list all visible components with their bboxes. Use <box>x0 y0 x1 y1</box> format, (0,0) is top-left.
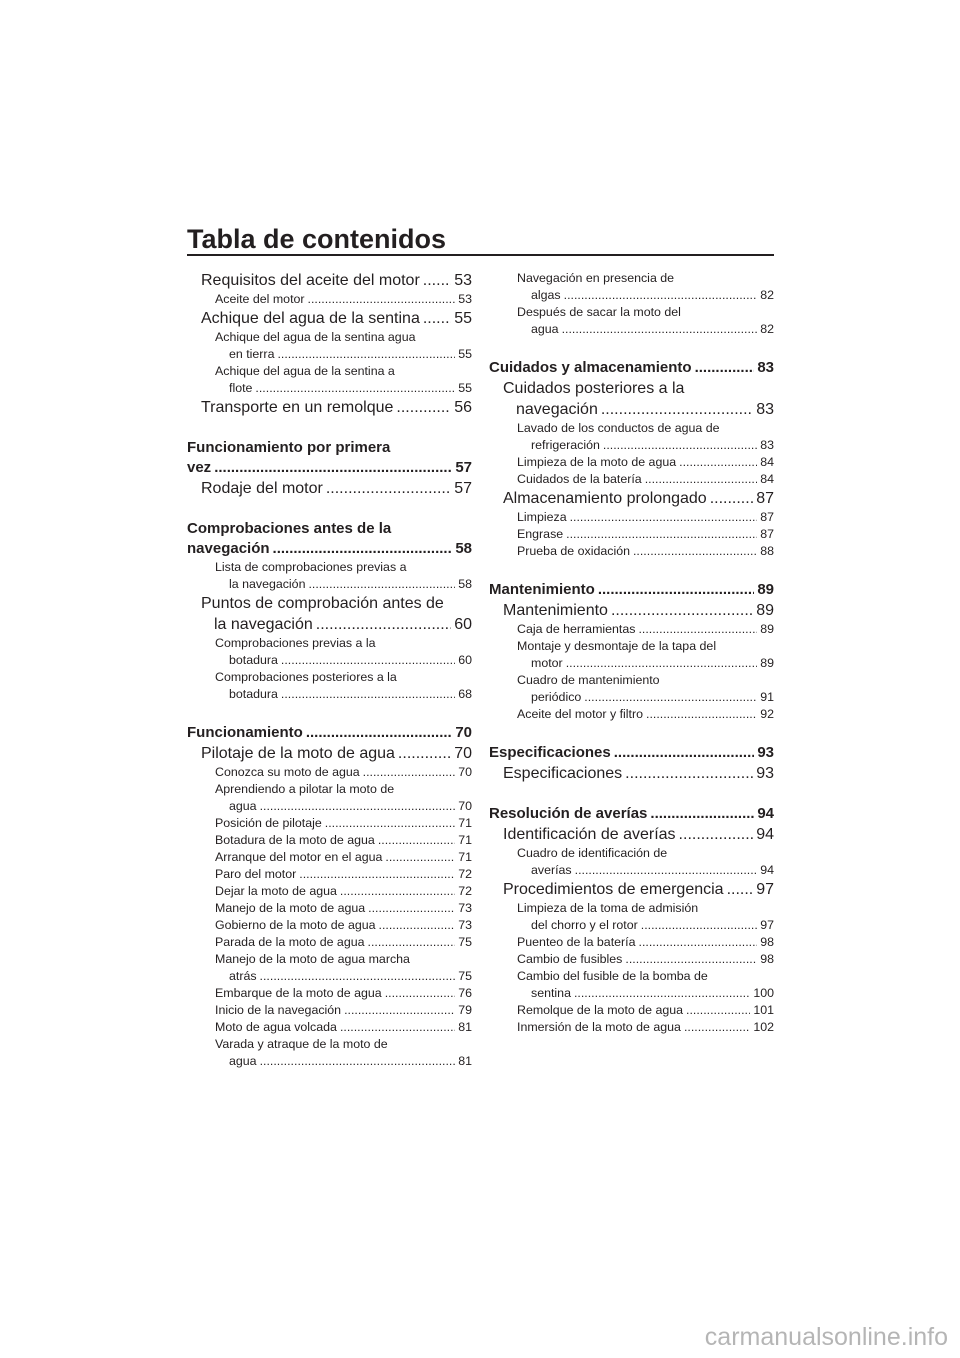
dot-leader <box>396 397 451 418</box>
dot-leader <box>385 849 455 866</box>
toc-page-number: 53 <box>454 272 472 289</box>
toc-page-number: 79 <box>458 1003 472 1017</box>
dot-leader <box>564 287 758 304</box>
toc-entry-title: Prueba de oxidación <box>517 544 630 558</box>
dot-leader <box>368 900 455 917</box>
toc-item[interactable] <box>489 621 774 638</box>
toc-entry-title: Cuidados de la batería <box>517 472 642 486</box>
dot-leader <box>646 706 757 723</box>
toc-entry-title: Cuidados y almacenamiento <box>489 359 692 376</box>
toc-entry-title: Aceite del motor y filtro <box>517 707 644 721</box>
toc-page-number: 89 <box>756 602 774 619</box>
dot-leader <box>316 614 451 635</box>
toc-page-number: 57 <box>454 480 472 497</box>
toc-item[interactable] <box>489 304 774 338</box>
dot-leader <box>260 968 456 985</box>
toc-page-number: 58 <box>458 577 472 591</box>
toc-page-number: 53 <box>458 292 472 306</box>
toc-item[interactable] <box>489 900 774 934</box>
toc-entry-title: Funcionamiento <box>187 724 303 741</box>
toc-item[interactable] <box>187 849 472 866</box>
toc-page-number: 84 <box>760 472 774 486</box>
toc-entry-title: Manejo de la moto de agua <box>215 901 366 915</box>
toc-entry-title: sentina <box>531 986 571 1000</box>
toc-page-number: 89 <box>760 656 774 670</box>
toc-item[interactable] <box>187 781 472 815</box>
toc-item[interactable] <box>489 845 774 879</box>
toc-subsection[interactable] <box>489 600 774 621</box>
toc-section[interactable] <box>187 519 472 559</box>
toc-entry-title: botadura <box>229 687 278 701</box>
toc-page-number: 89 <box>757 581 774 598</box>
dot-leader <box>584 689 757 706</box>
toc-item[interactable] <box>187 883 472 900</box>
toc-entry-title: Achique del agua de la sentina <box>201 310 420 327</box>
toc-entry-title: Aceite del motor <box>215 292 305 306</box>
toc-item[interactable] <box>187 985 472 1002</box>
toc-entry-title-line: Comprobaciones previas a la <box>215 636 376 650</box>
toc-page-number: 81 <box>458 1020 472 1034</box>
toc-page-number: 87 <box>756 490 774 507</box>
toc-entry-title: flote <box>229 381 253 395</box>
toc-entry-title: vez <box>187 459 212 476</box>
toc-item[interactable] <box>489 638 774 672</box>
toc-entry-title-line: Manejo de la moto de agua marcha <box>215 952 410 966</box>
toc-entry-title: Inicio de la navegación <box>215 1003 342 1017</box>
toc-item[interactable] <box>187 635 472 669</box>
dot-leader <box>398 743 451 764</box>
toc-page-number: 94 <box>757 805 774 822</box>
toc-subsection[interactable] <box>489 378 774 420</box>
dot-leader <box>686 1002 750 1019</box>
toc-entry-title: Limpieza de la moto de agua <box>517 455 677 469</box>
toc-item[interactable] <box>187 815 472 832</box>
toc-page-number: 75 <box>458 969 472 983</box>
toc-entry-title: agua <box>229 799 257 813</box>
toc-subsection[interactable] <box>187 308 472 329</box>
toc-page-number: 55 <box>454 310 472 327</box>
toc-page-number: 68 <box>458 687 472 701</box>
toc-entry-title-line: Cuidados posteriores a la <box>503 380 685 397</box>
toc-item[interactable] <box>489 471 774 488</box>
toc-page-number: 83 <box>756 401 774 418</box>
toc-entry-title: del chorro y el rotor <box>531 918 638 932</box>
toc-entry-title-line: Lista de comprobaciones previas a <box>215 560 407 574</box>
toc-item[interactable] <box>187 669 472 703</box>
toc-page-number: 58 <box>455 540 472 557</box>
toc-page-number: 55 <box>458 347 472 361</box>
dot-leader <box>625 763 753 784</box>
toc-section[interactable] <box>187 438 472 478</box>
toc-entry-title: la navegación <box>229 577 306 591</box>
dot-leader <box>260 798 456 815</box>
toc-page-number: 82 <box>760 288 774 302</box>
toc-page-number: 81 <box>458 1054 472 1068</box>
toc-entry-title: agua <box>229 1054 257 1068</box>
dot-leader <box>344 1002 455 1019</box>
toc-page-number: 70 <box>458 765 472 779</box>
toc-entry-title: la navegación <box>214 616 313 633</box>
toc-column-right <box>489 270 774 1036</box>
dot-leader <box>306 723 452 743</box>
toc-item[interactable] <box>489 968 774 1002</box>
toc-entry-title: Identificación de averías <box>503 826 676 843</box>
toc-entry-title-line: Montaje y desmontaje de la tapa del <box>517 639 717 653</box>
toc-entry-title: motor <box>531 656 563 670</box>
toc-page-number: 94 <box>760 863 774 877</box>
dot-leader <box>340 883 455 900</box>
toc-subsection[interactable] <box>489 763 774 784</box>
toc-entry-title: navegación <box>187 540 270 557</box>
toc-page-number: 84 <box>760 455 774 469</box>
toc-item[interactable] <box>489 270 774 304</box>
toc-entry-title-line: Cambio del fusible de la bomba de <box>517 969 708 983</box>
toc-page-number: 70 <box>455 724 472 741</box>
toc-entry-title: agua <box>531 322 559 336</box>
toc-item[interactable] <box>187 832 472 849</box>
toc-entry-title-line: Varada y atraque de la moto de <box>215 1037 388 1051</box>
toc-subsection[interactable] <box>187 478 472 499</box>
toc-entry-title: Conozca su moto de agua <box>215 765 360 779</box>
toc-item[interactable] <box>489 1019 774 1036</box>
toc-entry-title: Dejar la moto de agua <box>215 884 337 898</box>
toc-entry-title-line: Después de sacar la moto del <box>517 305 681 319</box>
toc-entry-title-line: Limpieza de la toma de admisión <box>517 901 699 915</box>
toc-page-number: 97 <box>756 881 774 898</box>
toc-entry-title: Moto de agua volcada <box>215 1020 337 1034</box>
toc-item[interactable] <box>187 951 472 985</box>
toc-entry-title: Embarque de la moto de agua <box>215 986 382 1000</box>
dot-leader <box>566 655 758 672</box>
toc-subsection[interactable] <box>489 824 774 845</box>
page-title: Tabla de contenidos <box>187 224 447 254</box>
toc-column-left <box>187 270 472 1070</box>
toc-page-number: 83 <box>760 438 774 452</box>
toc-subsection[interactable] <box>489 488 774 509</box>
dot-leader <box>281 652 455 669</box>
dot-leader <box>566 526 757 543</box>
toc-entry-title: Limpieza <box>517 510 567 524</box>
toc-entry-title-line: Navegación en presencia de <box>517 271 675 285</box>
toc-item[interactable] <box>489 1002 774 1019</box>
toc-section[interactable] <box>489 580 774 600</box>
toc-subsection[interactable] <box>187 397 472 418</box>
toc-page-number: 73 <box>458 901 472 915</box>
toc-item[interactable] <box>489 509 774 526</box>
toc-item[interactable] <box>187 1002 472 1019</box>
toc-item[interactable] <box>187 1036 472 1070</box>
dot-leader <box>379 917 456 934</box>
toc-entry-title: Parada de la moto de agua <box>215 935 365 949</box>
toc-entry-title: en tierra <box>229 347 275 361</box>
dot-leader <box>368 934 456 951</box>
toc-entry-title-line: Cuadro de identificación de <box>517 846 668 860</box>
toc-page-number: 60 <box>454 616 472 633</box>
toc-entry-title: Almacenamiento prolongado <box>503 490 707 507</box>
toc-item[interactable] <box>187 363 472 397</box>
dot-leader <box>260 1053 456 1070</box>
toc-entry-title-line: Comprobaciones posteriores a la <box>215 670 397 684</box>
toc-subsection[interactable] <box>489 879 774 900</box>
dot-leader <box>575 862 758 879</box>
toc-entry-title: Posición de pilotaje <box>215 816 322 830</box>
toc-entry-title: Arranque del motor en el agua <box>215 850 383 864</box>
dot-leader <box>363 764 456 781</box>
toc-entry-title: botadura <box>229 653 278 667</box>
toc-entry-title: refrigeración <box>531 438 600 452</box>
toc-entry-title-line: Aprendiendo a pilotar la moto de <box>215 782 395 796</box>
toc-page-number: 94 <box>756 826 774 843</box>
toc-entry-title: Requisitos del aceite del motor <box>201 272 420 289</box>
toc-item[interactable] <box>489 951 774 968</box>
toc-entry-title: Paro del motor <box>215 867 297 881</box>
toc-page-number: 73 <box>458 918 472 932</box>
toc-page-number: 93 <box>757 744 774 761</box>
dot-leader <box>679 824 754 845</box>
toc-subsection[interactable] <box>187 743 472 764</box>
dot-leader <box>679 454 757 471</box>
dot-leader <box>378 832 455 849</box>
dot-leader <box>639 934 758 951</box>
toc-page-number: 71 <box>458 833 472 847</box>
toc-entry-title: Pilotaje de la moto de agua <box>201 745 395 762</box>
dot-leader <box>641 917 757 934</box>
dot-leader <box>710 488 754 509</box>
dot-leader <box>423 308 451 329</box>
toc-item[interactable] <box>489 706 774 723</box>
toc-page-number: 76 <box>458 986 472 1000</box>
dot-leader <box>326 478 451 499</box>
toc-item[interactable] <box>489 420 774 454</box>
toc-entry-title: Puenteo de la batería <box>517 935 636 949</box>
dot-leader <box>598 580 754 600</box>
dot-leader <box>273 539 453 559</box>
dot-leader <box>638 621 757 638</box>
toc-entry-title-line: Lavado de los conductos de agua de <box>517 421 720 435</box>
toc-item[interactable] <box>187 934 472 951</box>
toc-entry-title: Remolque de la moto de agua <box>517 1003 684 1017</box>
dot-leader <box>645 471 758 488</box>
toc-entry-title: Cambio de fusibles <box>517 952 623 966</box>
dot-leader <box>574 985 750 1002</box>
toc-item[interactable] <box>187 329 472 363</box>
toc-subsection[interactable] <box>187 593 472 635</box>
toc-page-number: 92 <box>760 707 774 721</box>
toc-page-number: 87 <box>760 510 774 524</box>
toc-entry-title-line: Puntos de comprobación antes de <box>201 595 444 612</box>
toc-page-number: 87 <box>760 527 774 541</box>
dot-leader <box>601 399 753 420</box>
toc-entry-title: Gobierno de la moto de agua <box>215 918 376 932</box>
toc-entry-title: Transporte en un remolque <box>201 399 394 416</box>
toc-section[interactable] <box>187 723 472 743</box>
dot-leader <box>214 458 452 478</box>
toc-page-number: 97 <box>760 918 774 932</box>
toc-page-number: 75 <box>458 935 472 949</box>
dot-leader <box>277 346 455 363</box>
toc-page-number: 55 <box>458 381 472 395</box>
dot-leader <box>727 879 754 900</box>
toc-entry-title: Mantenimiento <box>503 602 608 619</box>
toc-item[interactable] <box>187 900 472 917</box>
toc-item[interactable] <box>489 526 774 543</box>
toc-entry-title: Especificaciones <box>489 744 611 761</box>
toc-page-number: 70 <box>458 799 472 813</box>
toc-entry-title: Inmersión de la moto de agua <box>517 1020 681 1034</box>
toc-page-number: 56 <box>454 399 472 416</box>
dot-leader <box>255 380 455 397</box>
toc-entry-title: Rodaje del motor <box>201 480 323 497</box>
toc-entry-title-line: Achique del agua de la sentina a <box>215 364 395 378</box>
toc-item[interactable] <box>489 543 774 560</box>
toc-item[interactable] <box>187 764 472 781</box>
title-rule <box>187 254 774 256</box>
dot-leader <box>385 985 456 1002</box>
dot-leader <box>308 576 455 593</box>
dot-leader <box>614 743 755 763</box>
toc-entry-title: atrás <box>229 969 257 983</box>
toc-entry-title: Procedimientos de emergencia <box>503 881 724 898</box>
toc-page-number: 98 <box>760 935 774 949</box>
toc-entry-title: Caja de herramientas <box>517 622 636 636</box>
toc-page-number: 82 <box>760 322 774 336</box>
toc-item[interactable] <box>187 559 472 593</box>
toc-subsection[interactable] <box>187 270 472 291</box>
toc-page-number: 57 <box>455 459 472 476</box>
dot-leader <box>299 866 455 883</box>
toc-section[interactable] <box>489 804 774 824</box>
watermark: carmanualsonline.info <box>704 1323 948 1351</box>
toc-entry-title: Resolución de averías <box>489 805 648 822</box>
toc-entry-title-line: Achique del agua de la sentina agua <box>215 330 416 344</box>
toc-page-number: 71 <box>458 816 472 830</box>
dot-leader <box>281 686 455 703</box>
toc-page-number: 93 <box>756 765 774 782</box>
toc-item[interactable] <box>489 454 774 471</box>
toc-page-number: 98 <box>760 952 774 966</box>
toc-entry-title: Botadura de la moto de agua <box>215 833 375 847</box>
dot-leader <box>562 321 758 338</box>
toc-entry-title-line: Comprobaciones antes de la <box>187 520 392 537</box>
toc-page-number: 88 <box>760 544 774 558</box>
dot-leader <box>423 270 451 291</box>
toc-entry-title: averías <box>531 863 572 877</box>
toc-page-number: 91 <box>760 690 774 704</box>
toc-entry-title-line: Cuadro de mantenimiento <box>517 673 660 687</box>
toc-entry-title-line: Funcionamiento por primera <box>187 439 391 456</box>
dot-leader <box>308 291 456 308</box>
toc-page-number: 60 <box>458 653 472 667</box>
dot-leader <box>603 437 757 454</box>
toc-page-number: 72 <box>458 867 472 881</box>
toc-item[interactable] <box>489 934 774 951</box>
toc-section[interactable] <box>489 358 774 378</box>
toc-page-number: 100 <box>753 986 774 1000</box>
dot-leader <box>633 543 757 560</box>
toc-entry-title: navegación <box>516 401 598 418</box>
toc-item[interactable] <box>187 917 472 934</box>
toc-section[interactable] <box>489 743 774 763</box>
toc-entry-title: Especificaciones <box>503 765 623 782</box>
toc-entry-title: Engrase <box>517 527 564 541</box>
dot-leader <box>650 804 754 824</box>
toc-item[interactable] <box>187 1019 472 1036</box>
toc-page-number: 71 <box>458 850 472 864</box>
toc-page-number: 70 <box>454 745 472 762</box>
toc-page-number: 102 <box>753 1020 774 1034</box>
toc-item[interactable] <box>489 672 774 706</box>
toc-entry-title: periódico <box>531 690 582 704</box>
dot-leader <box>684 1019 750 1036</box>
dot-leader <box>625 951 757 968</box>
toc-entry-title: Mantenimiento <box>489 581 595 598</box>
dot-leader <box>340 1019 455 1036</box>
toc-page-number: 101 <box>753 1003 774 1017</box>
dot-leader <box>695 358 755 378</box>
toc-item[interactable] <box>187 291 472 308</box>
dot-leader <box>611 600 753 621</box>
toc-item[interactable] <box>187 866 472 883</box>
toc-page-number: 83 <box>757 359 774 376</box>
dot-leader <box>325 815 455 832</box>
toc-page-number: 72 <box>458 884 472 898</box>
toc-page-number: 89 <box>760 622 774 636</box>
toc-entry-title: algas <box>531 288 561 302</box>
dot-leader <box>570 509 758 526</box>
